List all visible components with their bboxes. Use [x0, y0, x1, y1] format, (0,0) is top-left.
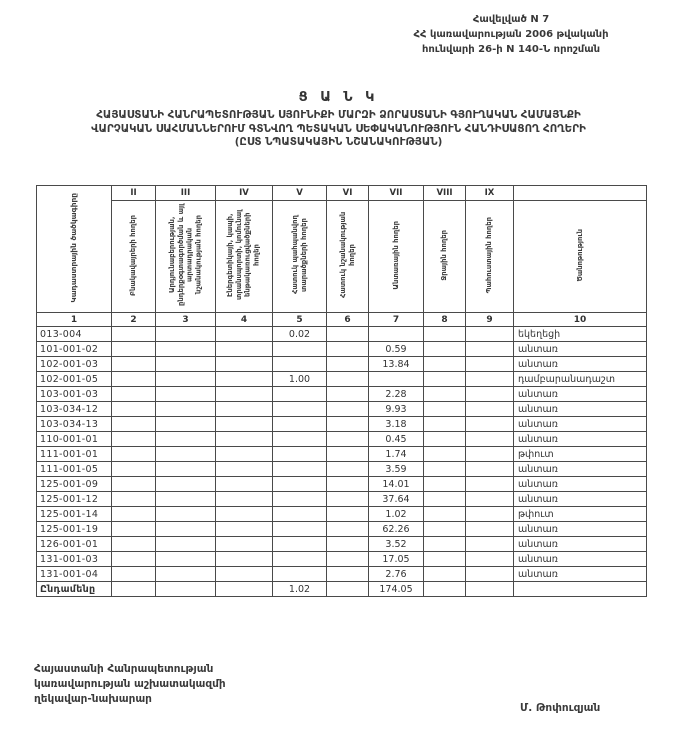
col-header-note-label: Ծանոթություն — [575, 228, 584, 282]
land-category-table — [36, 185, 647, 597]
col-header-cadastral-code — [37, 186, 112, 313]
row-value — [273, 567, 327, 582]
row-note: անտառ — [514, 402, 647, 417]
table-row — [37, 537, 647, 552]
row-value — [112, 447, 156, 462]
row-value — [424, 552, 466, 567]
row-code: 101-001-02 — [37, 342, 112, 357]
col-number-1: 1 — [37, 313, 112, 327]
row-value — [156, 357, 216, 372]
col-number-10: 10 — [514, 313, 647, 327]
row-value — [112, 477, 156, 492]
row-value: 0.02 — [273, 327, 327, 342]
row-value: 1.02 — [369, 507, 424, 522]
row-code: 111-001-01 — [37, 447, 112, 462]
subtitle-line-3: (ԸՍՏ ՆՊԱՏԱԿԱՅԻՆ ՆՇԱՆԱԿՈՒԹՅԱՆ) — [234, 136, 443, 149]
row-value — [156, 582, 216, 597]
row-value: 17.05 — [369, 552, 424, 567]
row-value — [216, 447, 273, 462]
row-value — [466, 357, 514, 372]
row-value — [466, 387, 514, 402]
row-value — [327, 357, 369, 372]
row-value — [424, 582, 466, 597]
row-value — [327, 432, 369, 447]
row-value — [216, 552, 273, 567]
row-value — [327, 522, 369, 537]
row-value — [112, 357, 156, 372]
col-header-reserve-label: Պահուստային հողեր — [485, 216, 494, 294]
row-value — [466, 417, 514, 432]
subtitle-line-2: ՎԱՐՉԱԿԱՆ ՍԱՀՄԱՆՆԵՐՈՒՄ ԳՏՆՎՈՂ ՊԵՏԱԿԱՆ ՍԵՓԱԿԱՆՈՒԹՅՈՒՆ ՀԱՆԴԻՍԱՑՈՂ ՀՈՂԵՐԻ — [91, 122, 586, 135]
row-value — [424, 537, 466, 552]
col-number-3: 3 — [156, 313, 216, 327]
col-header-infrastructure-label: Էներգետիկայի, կապի, տրանսպորտի, կոմունալ ենթակառուցվածքների հողեր — [226, 209, 261, 301]
row-code: 102-001-05 — [37, 372, 112, 387]
col-header-industrial-lands — [156, 201, 216, 313]
row-value — [156, 387, 216, 402]
row-value — [216, 582, 273, 597]
roman-numeral-row — [37, 186, 647, 201]
document-subtitle — [0, 109, 677, 150]
row-value — [466, 447, 514, 462]
row-value — [156, 477, 216, 492]
row-value — [327, 537, 369, 552]
row-value — [156, 432, 216, 447]
row-code: 110-001-01 — [37, 432, 112, 447]
roman-numeral-ix: IX — [466, 186, 514, 201]
annex-line-2: ՀՀ կառավարության 2006 թվականի — [413, 29, 609, 40]
row-value — [112, 522, 156, 537]
row-value — [112, 372, 156, 387]
row-value — [112, 537, 156, 552]
row-value — [424, 372, 466, 387]
row-value — [424, 387, 466, 402]
row-value: 2.76 — [369, 567, 424, 582]
col-header-forest-lands — [369, 201, 424, 313]
table-row — [37, 327, 647, 342]
table-row — [37, 462, 647, 477]
row-value: 2.28 — [369, 387, 424, 402]
col-header-reserve-lands — [466, 201, 514, 313]
row-value — [216, 372, 273, 387]
annex-line-1: Հավելված N 7 — [472, 14, 550, 25]
row-value — [327, 417, 369, 432]
row-value — [156, 417, 216, 432]
table-row — [37, 417, 647, 432]
row-note: եկեղեցի — [514, 327, 647, 342]
row-value — [273, 417, 327, 432]
row-value: 1.74 — [369, 447, 424, 462]
row-note: անտառ — [514, 387, 647, 402]
col-number-6: 6 — [327, 313, 369, 327]
row-note — [514, 582, 647, 597]
row-value — [156, 327, 216, 342]
col-header-note — [514, 201, 647, 313]
total-label: Ընդամենը — [37, 582, 112, 597]
row-code: 125-001-12 — [37, 492, 112, 507]
roman-numeral-iii: III — [156, 186, 216, 201]
row-value — [273, 537, 327, 552]
column-number-row — [37, 313, 647, 327]
row-code: 013-004 — [37, 327, 112, 342]
row-value — [156, 372, 216, 387]
row-code: 125-001-19 — [37, 522, 112, 537]
row-value — [273, 477, 327, 492]
row-value — [466, 522, 514, 537]
row-value — [112, 507, 156, 522]
table-row — [37, 342, 647, 357]
signatory-name: Մ. Թոփուզյան — [520, 702, 601, 714]
col-header-infrastructure-lands — [216, 201, 273, 313]
col-number-8: 8 — [424, 313, 466, 327]
row-note: դամբարանադաշտ — [514, 372, 647, 387]
col-number-2: 2 — [112, 313, 156, 327]
table-row — [37, 447, 647, 462]
row-value — [424, 447, 466, 462]
row-value — [216, 522, 273, 537]
row-value — [424, 462, 466, 477]
row-value: 3.52 — [369, 537, 424, 552]
subtitle-line-1: ՀԱՅԱՍՏԱՆԻ ՀԱՆՐԱՊԵՏՈՒԹՅԱՆ ՍՅՈՒՆԻՔԻ ՄԱՐԶԻ ՁՈՐԱՍՏԱՆԻ ԳՅՈՒՂԱԿԱՆ ՀԱՄԱՅՆՔԻ — [96, 109, 581, 121]
row-code: 111-001-05 — [37, 462, 112, 477]
row-value — [112, 567, 156, 582]
row-value: 9.93 — [369, 402, 424, 417]
row-note: անտառ — [514, 342, 647, 357]
col-header-residential-label: Բնակավայրերի հողեր — [129, 214, 138, 296]
col-number-7: 7 — [369, 313, 424, 327]
row-value — [216, 567, 273, 582]
row-value — [112, 417, 156, 432]
row-code: 103-034-13 — [37, 417, 112, 432]
table-row — [37, 477, 647, 492]
table-row — [37, 432, 647, 447]
row-value: 3.59 — [369, 462, 424, 477]
table-row — [37, 522, 647, 537]
row-value — [112, 387, 156, 402]
col-header-special-label: Հատուկ նշանակության հողեր — [338, 211, 356, 299]
row-value — [466, 327, 514, 342]
row-value — [327, 462, 369, 477]
row-value — [327, 327, 369, 342]
roman-numeral-v: V — [273, 186, 327, 201]
row-value — [216, 507, 273, 522]
roman-numeral-vi: VI — [327, 186, 369, 201]
annex-reference — [371, 12, 651, 57]
row-value — [216, 462, 273, 477]
row-value: 1.00 — [273, 372, 327, 387]
row-value — [156, 537, 216, 552]
row-value — [216, 417, 273, 432]
row-value — [466, 582, 514, 597]
row-value — [156, 342, 216, 357]
row-value — [156, 522, 216, 537]
row-value — [273, 552, 327, 567]
row-value — [112, 432, 156, 447]
row-value — [327, 552, 369, 567]
row-value — [216, 342, 273, 357]
row-value — [112, 582, 156, 597]
row-value — [327, 372, 369, 387]
row-value — [156, 507, 216, 522]
col-header-water-lands — [424, 201, 466, 313]
row-value — [273, 342, 327, 357]
row-value — [216, 327, 273, 342]
row-value — [216, 477, 273, 492]
row-value — [424, 357, 466, 372]
col-number-4: 4 — [216, 313, 273, 327]
table-row — [37, 552, 647, 567]
row-value — [112, 552, 156, 567]
row-value — [273, 522, 327, 537]
table-row — [37, 492, 647, 507]
row-value: 3.18 — [369, 417, 424, 432]
row-value — [466, 477, 514, 492]
row-value — [216, 402, 273, 417]
total-row — [37, 582, 647, 597]
row-value — [156, 552, 216, 567]
row-value — [424, 507, 466, 522]
issuer-block — [34, 662, 226, 708]
annex-line-3: հունվարի 26-ի N 140-Ն որոշման — [421, 44, 601, 55]
row-value — [466, 537, 514, 552]
row-value — [112, 342, 156, 357]
table-body — [37, 327, 647, 597]
row-note: թփուտ — [514, 507, 647, 522]
row-value — [273, 387, 327, 402]
row-value — [424, 417, 466, 432]
row-value: 174.05 — [369, 582, 424, 597]
row-note: անտառ — [514, 357, 647, 372]
row-code: 102-001-03 — [37, 357, 112, 372]
row-note: անտառ — [514, 432, 647, 447]
roman-numeral-iv: IV — [216, 186, 273, 201]
row-value: 62.26 — [369, 522, 424, 537]
row-value — [216, 432, 273, 447]
row-note: անտառ — [514, 492, 647, 507]
col-header-residential-lands — [112, 201, 156, 313]
row-value: 1.02 — [273, 582, 327, 597]
table-row — [37, 357, 647, 372]
table-row — [37, 387, 647, 402]
row-value — [424, 522, 466, 537]
issuer-line-1: Հայաստանի Հանրապետության — [34, 663, 214, 675]
row-value — [424, 477, 466, 492]
row-value — [369, 327, 424, 342]
row-value — [273, 462, 327, 477]
row-note: անտառ — [514, 462, 647, 477]
row-value — [156, 462, 216, 477]
row-note: թփուտ — [514, 447, 647, 462]
row-value — [327, 582, 369, 597]
row-value — [327, 567, 369, 582]
row-code: 125-001-14 — [37, 507, 112, 522]
row-note: անտառ — [514, 477, 647, 492]
col-header-protected-lands — [273, 201, 327, 313]
row-code: 131-001-03 — [37, 552, 112, 567]
row-value — [466, 492, 514, 507]
col-number-5: 5 — [273, 313, 327, 327]
row-value — [327, 342, 369, 357]
row-value — [424, 402, 466, 417]
row-value — [424, 342, 466, 357]
row-code: 103-034-12 — [37, 402, 112, 417]
row-value — [216, 492, 273, 507]
row-value — [466, 567, 514, 582]
row-value — [273, 402, 327, 417]
row-value: 0.59 — [369, 342, 424, 357]
row-value — [112, 402, 156, 417]
row-value — [273, 507, 327, 522]
row-value: 37.64 — [369, 492, 424, 507]
row-value — [466, 552, 514, 567]
row-value — [156, 402, 216, 417]
row-value — [112, 327, 156, 342]
row-value — [466, 402, 514, 417]
roman-numeral-viii: VIII — [424, 186, 466, 201]
row-value — [273, 447, 327, 462]
table-row — [37, 402, 647, 417]
col-header-industrial-label: Արդյունաբերության, ընդերքօգտագործման և այլ արտադրական նշանակության հողեր — [167, 203, 203, 307]
row-value — [327, 492, 369, 507]
row-value — [466, 342, 514, 357]
row-code: 125-001-09 — [37, 477, 112, 492]
row-value — [273, 357, 327, 372]
row-value — [112, 462, 156, 477]
row-note: անտառ — [514, 552, 647, 567]
row-note: անտառ — [514, 522, 647, 537]
row-value: 13.84 — [369, 357, 424, 372]
row-value — [424, 327, 466, 342]
row-value — [327, 507, 369, 522]
table-row — [37, 567, 647, 582]
row-value — [424, 432, 466, 447]
issuer-line-2: կառավարության աշխատակազմի — [34, 678, 226, 691]
row-value — [369, 372, 424, 387]
row-value: 0.45 — [369, 432, 424, 447]
col-header-cadastral-code-label: Կադաստրային ծածկագիրը — [69, 192, 79, 303]
row-code: 126-001-01 — [37, 537, 112, 552]
col-number-9: 9 — [466, 313, 514, 327]
table-row — [37, 372, 647, 387]
row-value — [327, 402, 369, 417]
row-value — [466, 432, 514, 447]
row-value — [327, 387, 369, 402]
row-value — [466, 462, 514, 477]
row-value — [216, 537, 273, 552]
row-value — [156, 567, 216, 582]
row-note: անտառ — [514, 417, 647, 432]
row-value — [112, 492, 156, 507]
roman-numeral-blank — [514, 186, 647, 201]
row-value — [327, 447, 369, 462]
row-code: 131-001-04 — [37, 567, 112, 582]
row-value — [216, 357, 273, 372]
row-value — [424, 492, 466, 507]
col-header-forest-label: Անտառային հողեր — [391, 220, 400, 290]
roman-numeral-ii: II — [112, 186, 156, 201]
row-note: անտառ — [514, 537, 647, 552]
row-code: 103-001-03 — [37, 387, 112, 402]
row-value — [273, 492, 327, 507]
row-value — [466, 507, 514, 522]
row-value: 14.01 — [369, 477, 424, 492]
row-note: անտառ — [514, 567, 647, 582]
col-header-special-lands — [327, 201, 369, 313]
row-value — [424, 567, 466, 582]
col-header-water-label: Ջրային հողեր — [440, 229, 449, 281]
row-value — [216, 387, 273, 402]
row-value — [156, 492, 216, 507]
row-value — [156, 447, 216, 462]
row-value — [327, 477, 369, 492]
document-heading: Ց Ա Ն Կ — [298, 90, 379, 105]
table-row — [37, 507, 647, 522]
row-value — [466, 372, 514, 387]
issuer-line-3: ղեկավար-նախարար — [34, 693, 152, 706]
column-label-row — [37, 201, 647, 313]
col-header-protected-label: Հատուկ պահպանվող տարածքների հողեր — [290, 215, 308, 295]
row-value — [273, 432, 327, 447]
roman-numeral-vii: VII — [369, 186, 424, 201]
